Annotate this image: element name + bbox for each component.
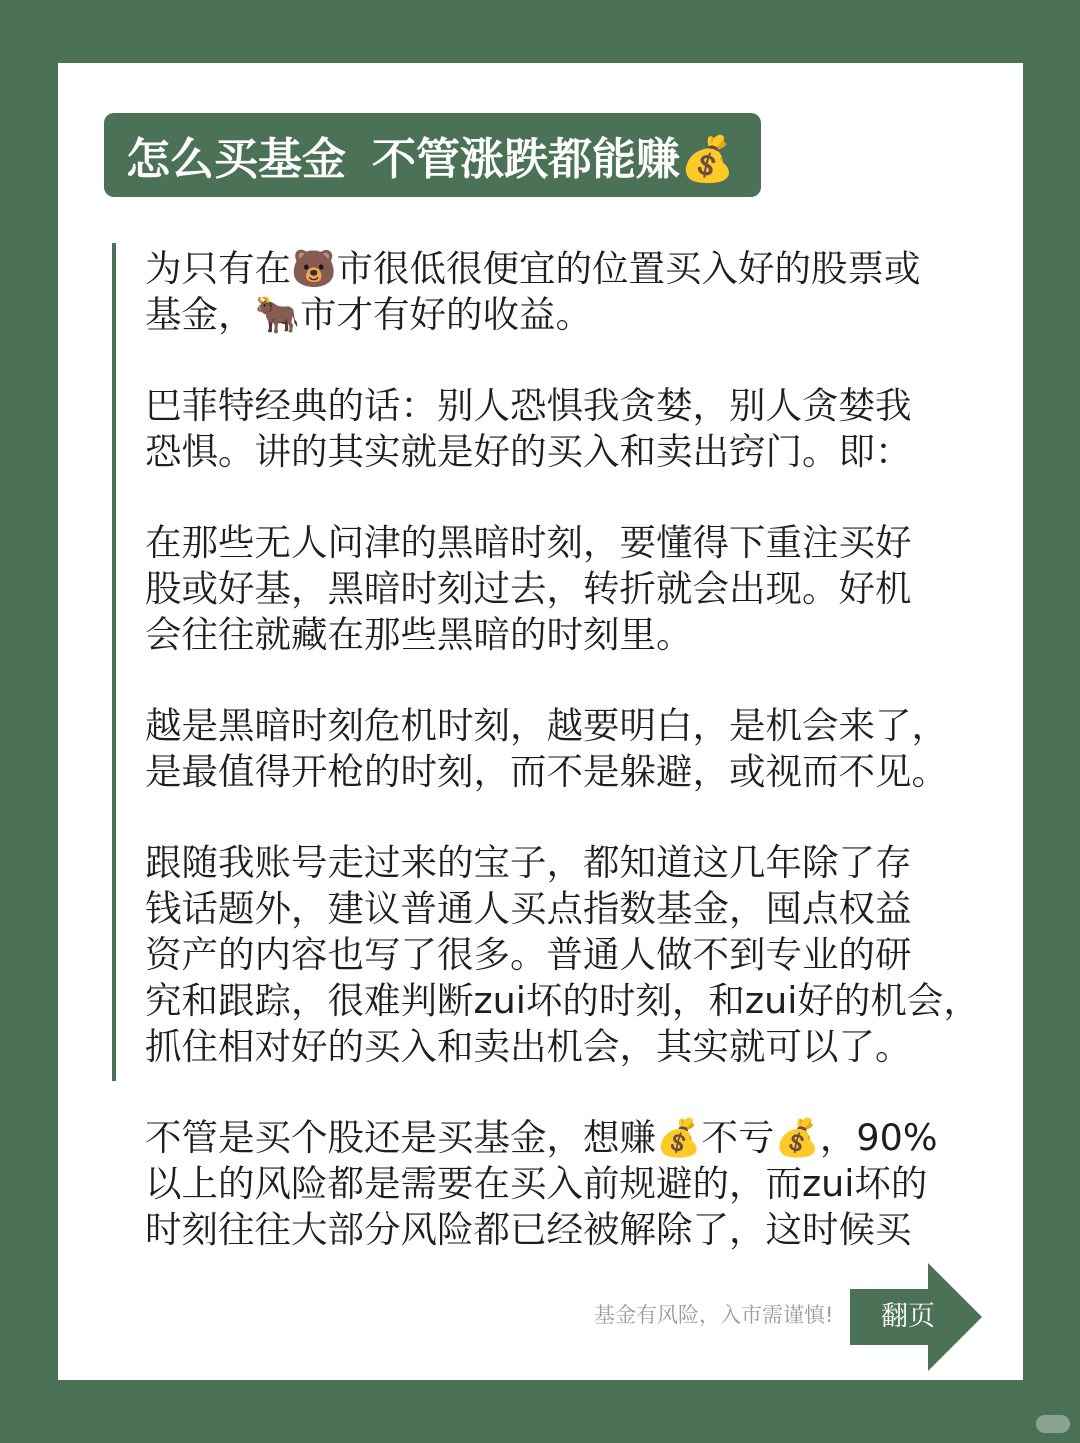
title-part-1: 怎么买基金 (126, 134, 346, 185)
platform-watermark (1036, 1415, 1070, 1433)
text-line: 会往往就藏在那些黑暗的时刻里。 (145, 613, 693, 656)
paragraph-6 (145, 1115, 995, 1253)
article-body (145, 246, 995, 1298)
text-line: 股或好基，黑暗时刻过去，转折就会出现。好机 (145, 567, 912, 610)
text-line: 巴菲特经典的话：别人恐惧我贪婪，别人贪婪我 (145, 384, 912, 427)
quote-side-bar (112, 243, 116, 1081)
paragraph-3 (145, 520, 995, 658)
paragraph-2 (145, 383, 995, 475)
text-line: 不管是买个股还是买基金，想赚💰不亏💰，90% (145, 1116, 938, 1159)
text-line: 越是黑暗时刻危机时刻，越要明白，是机会来了， (145, 704, 948, 747)
text-line: 基金，🐂市才有好的收益。 (145, 293, 592, 336)
text-line: 以上的风险都是需要在买入前规避的，而zui坏的 (145, 1162, 928, 1205)
text-line: 为只有在🐻市很低很便宜的位置买入好的股票或 (145, 247, 921, 290)
text-line: 在那些无人问津的黑暗时刻，要懂得下重注买好 (145, 521, 912, 564)
text-line: 恐惧。讲的其实就是好的买入和卖出窍门。即： (145, 430, 912, 473)
text-line: 时刻往往大部分风险都已经被解除了，这时候买 (145, 1208, 912, 1251)
text-line: 跟随我账号走过来的宝子，都知道这几年除了存 (145, 841, 912, 884)
paragraph-5 (145, 840, 995, 1070)
title-banner (104, 113, 761, 197)
next-page-label: 翻页 (881, 1301, 935, 1332)
text-line: 资产的内容也写了很多。普通人做不到专业的研 (145, 933, 912, 976)
text-line: 究和跟踪，很难判断zui坏的时刻，和zui好的机会， (145, 979, 980, 1022)
text-line: 抓住相对好的买入和卖出机会，其实就可以了。 (145, 1025, 912, 1068)
next-page-button[interactable] (850, 1263, 982, 1371)
risk-disclaimer: 基金有风险，入市需谨慎! (594, 1303, 834, 1327)
paragraph-1 (145, 246, 995, 338)
title-part-2: 不管涨跌都能赚💰 (372, 134, 735, 185)
text-line: 是最值得开枪的时刻，而不是躲避，或视而不见。 (145, 750, 948, 793)
text-line: 钱话题外，建议普通人买点指数基金，囤点权益 (145, 887, 912, 930)
paragraph-4 (145, 703, 995, 795)
